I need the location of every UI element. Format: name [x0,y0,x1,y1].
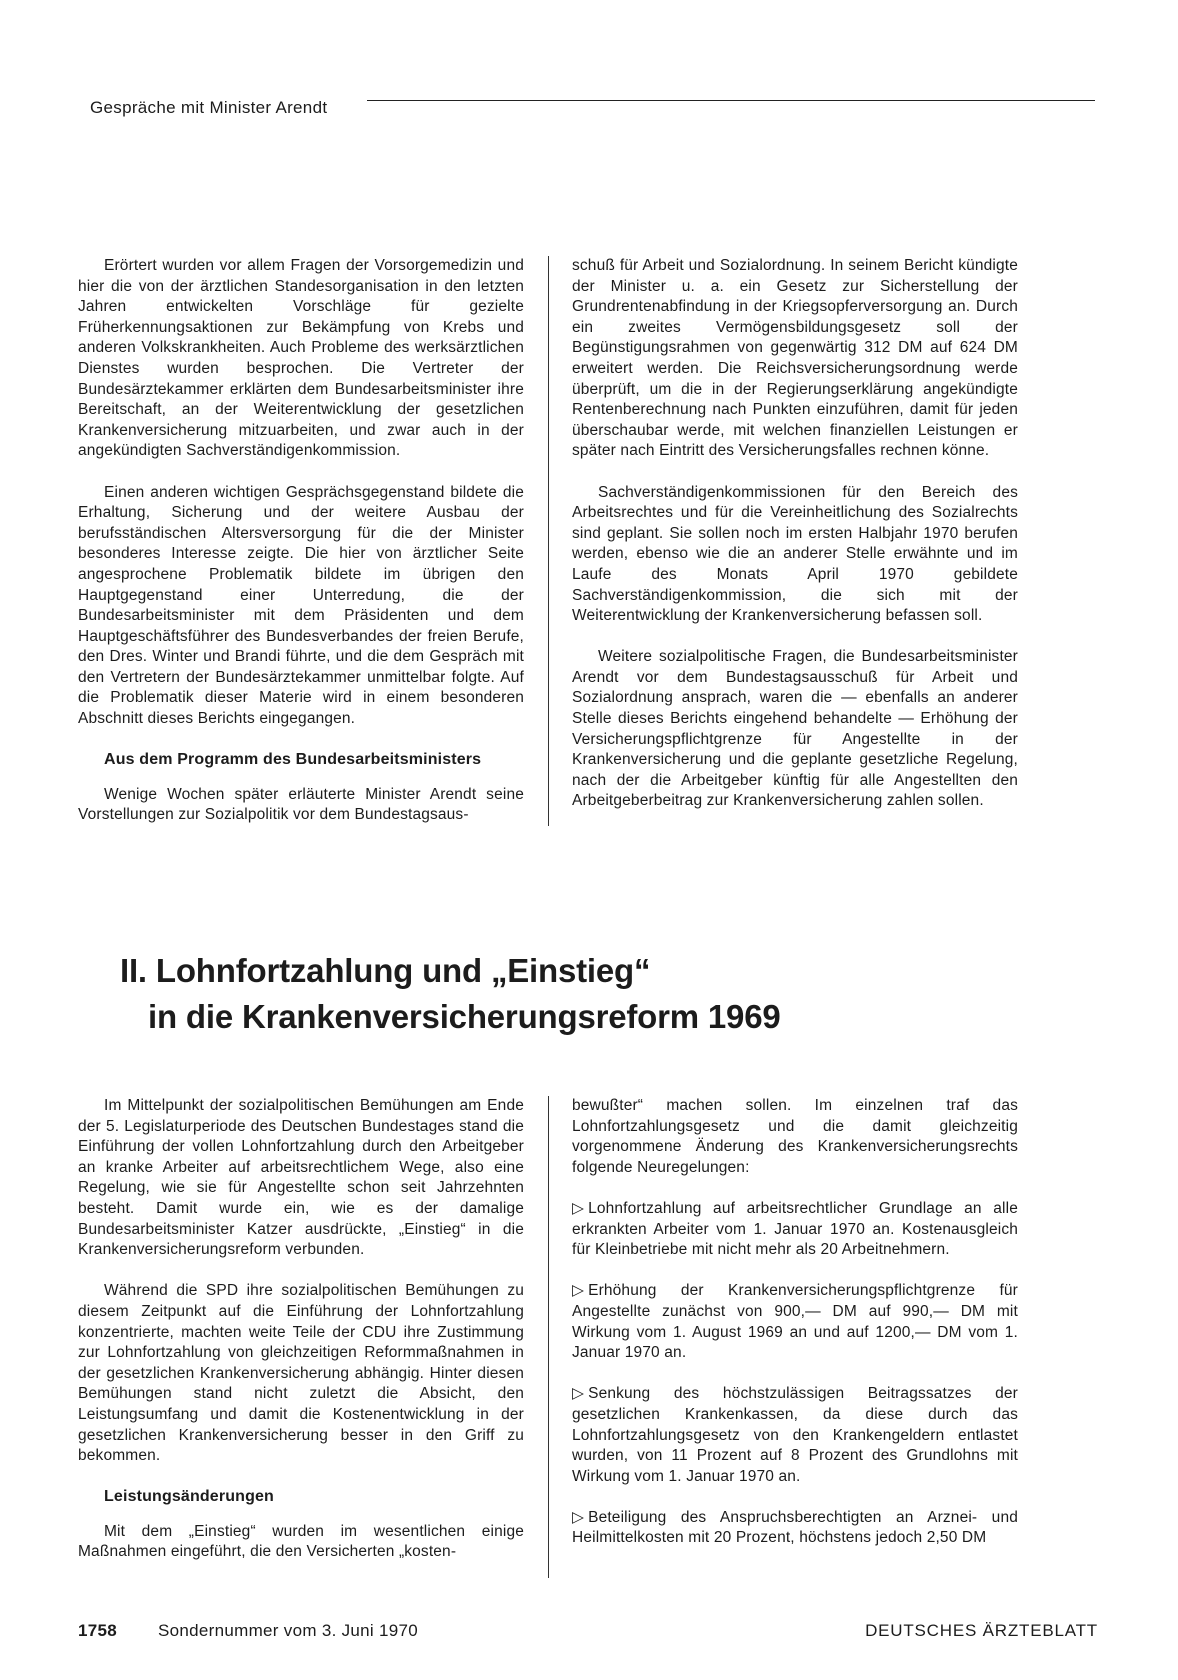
paragraph: Einen anderen wichtigen Gesprächsgegenstand bildete die Erhaltung, Sicherung und der weitere Ausbau der berufsständischen Altersversorgung für die der Minister besonderes Interesse zeigte. Die hier von ärztlicher Seite angesprochene Problematik bildete im übrigen den Hauptgegenstand einer Unterredung, die der Bundesarbeitsminister mit dem Präsidenten und dem Hauptgeschäftsführer des Bundesverbandes der freien Berufe, den Dres. Winter und Brandi führte, und die dem Gespräch mit den Vertretern der Bundesärztekammer unmittelbar folgte. Auf die Problematik dieser Materie wird in einem besonderen Abschnitt dieses Berichts eingegangen. [78,483,524,728]
section1-left-column [78,256,524,847]
triangle-bullet-icon: ▷ [572,1282,585,1300]
list-item: ▷ Senkung des höchstzulässigen Beitragssatzes der gesetzlichen Krankenkassen, da diese durch das Lohnfortzahlungsgesetz von den Krankengeldern entlastet wurden, von 11 Prozent auf 8 Prozent des Grundlohns mit Wirkung vom 1. Januar 1970 an. [572,1385,1018,1485]
running-header [90,98,1095,122]
paragraph: Erörtert wurden vor allem Fragen der Vorsorgemedizin und hier die von der ärztlichen Standesorganisation in den letzten Jahren entwickelten Vorschläge für gezielte Früherkennungsaktionen zur Bekämpfung von Krebs und anderen Volkskrankheiten. Auch Probleme des werksärztlichen Dienstes wurden besprochen. Die Vertreter der Bundesärztekammer erklärten dem Bundesarbeitsminister ihre Bereitschaft, an der Weiterentwicklung der gesetzlichen Krankenversicherung mitzuarbeiten, und zwar auch in der angekündigten Sachverständigenkommission. [78,257,524,460]
paragraph: Wenige Wochen später erläuterte Minister Arendt seine Vorstellungen zur Sozialpolitik vor dem Bundestagsaus- [78,785,524,824]
subheading: Leistungsänderungen [104,1488,274,1506]
paragraph: Im Mittelpunkt der sozialpolitischen Bemühungen am Ende der 5. Legislaturperiode des Deutschen Bundestages stand die Einführung der vollen Lohnfortzahlung durch den Arbeitgeber an kranke Arbeiter auf arbeitsrechtlichem Wege, also eine Regelung, wie sie für Angestellte schon seit Jahrzehnten besteht. Damit wurde ein, wie es der damalige Bundesarbeitsminister Katzer ausdrückte, „Einstieg“ in die Krankenversicherungsreform verbunden. [78,1097,524,1259]
issue-label: Sondernummer vom 3. Juni 1970 [158,1621,419,1640]
chapter-heading [120,948,781,1040]
list-item: ▷ Lohnfortzahlung auf arbeitsrechtlicher Grundlage an alle erkrankten Arbeiter vom 1. Januar 1970 an. Kostenausgleich für Kleinbetriebe mit nicht mehr als 20 Arbeitnehmern. [572,1199,1018,1259]
header-rule [367,100,1095,101]
journal-name: DEUTSCHES ÄRZTEBLATT [865,1621,1098,1640]
paragraph: Mit dem „Einstieg“ wurden im wesentlichen einige Maßnahmen eingeführt, die den Versicherten „kosten- [78,1522,524,1561]
list-item: ▷ Erhöhung der Krankenversicherungspflichtgrenze für Angestellte zunächst von 900,— DM auf 990,— DM mit Wirkung vom 1. August 1969 an und auf 1200,— DM vom 1. Januar 1970 an. [572,1282,1018,1362]
subheading: Aus dem Programm des Bundesarbeitsministers [104,751,482,769]
chapter-heading-line2: in die Krankenversicherungsreform 1969 [148,998,781,1035]
paragraph: schuß für Arbeit und Sozialordnung. In seinem Bericht kündigte der Minister u. a. ein Gesetz zur Sicherstellung der Grundrentenabfindung in der Kriegsopferversorgung an. Durch ein zweites Vermögensbildungsgesetz soll der Begünstigungsrahmen von gegenwärtig 312 DM auf 624 DM erweitert werden. Die Reichsversicherungsordnung werde überprüft, um die in der Regierungserklärung angekündigte Rentenberechnung nach Punkten einzuführen, damit für jeden überschaubar werde, mit welchen finanziellen Leistungen er später nach Eintritt des Versicherungsfalles rechnen könne. [572,257,1018,460]
triangle-bullet-icon: ▷ [572,1385,585,1403]
page-number: 1758 [78,1621,118,1640]
column-divider [548,1096,549,1578]
paragraph: Weitere sozialpolitische Fragen, die Bundesarbeitsminister Arendt vor dem Bundestagsausschuß für Arbeit und Sozialordnung ansprach, waren die — ebenfalls an anderer Stelle dieses Berichts eingehend behandelte — Erhöhung der Versicherungspflichtgrenze für Angestellte in der Krankenversicherung und die geplante gesetzliche Regelung, nach der die Arbeitgeber künftig für alle Angestellten den Arbeitgeberbeitrag zur Krankenversicherung zahlen sollen. [572,648,1018,810]
paragraph: Sachverständigenkommissionen für den Bereich des Arbeitsrechtes und für die Vereinheitlichung des Sozialrechts sind geplant. Sie sollen noch im ersten Halbjahr 1970 berufen werden, ebenso wie die an anderer Stelle erwähnte und im Laufe des Monats April 1970 gebildete Sachverständigenkommission, die sich mit der Weiterentwicklung der Krankenversicherung befassen soll. [572,483,1018,625]
triangle-bullet-icon: ▷ [572,1199,585,1217]
section1-right-column [572,256,1018,833]
running-title: Gespräche mit Minister Arendt [90,98,328,117]
list-item: ▷ Beteiligung des Anspruchsberechtigten an Arznei- und Heilmittelkosten mit 20 Prozent, höchstens jedoch 2,50 DM [572,1508,1018,1547]
paragraph: bewußter“ machen sollen. Im einzelnen traf das Lohnfortzahlungsgesetz und die damit gleichzeitig vorgenommene Änderung des Krankenversicherungsrechts folgende Neuregelungen: [572,1097,1018,1176]
section2-right-column [572,1096,1018,1570]
chapter-heading-line1: II. Lohnfortzahlung und „Einstieg“ [120,952,651,989]
section2-left-column [78,1096,524,1584]
column-divider [548,256,549,826]
paragraph: Während die SPD ihre sozialpolitischen Bemühungen zu diesem Zeitpunkt auf die Einführung der Lohnfortzahlung konzentrierte, machten weite Teile der CDU ihre Zustimmung zur Lohnfortzahlung von gleichzeitigen Reformmaßnahmen in der gesetzlichen Krankenversicherung abhängig. Hinter diesen Bemühungen stand nicht zuletzt die Absicht, den Leistungsumfang und damit die Kostenentwicklung in der gesetzlichen Krankenversicherung besser in den Griff zu bekommen. [78,1282,524,1465]
triangle-bullet-icon: ▷ [572,1508,585,1526]
